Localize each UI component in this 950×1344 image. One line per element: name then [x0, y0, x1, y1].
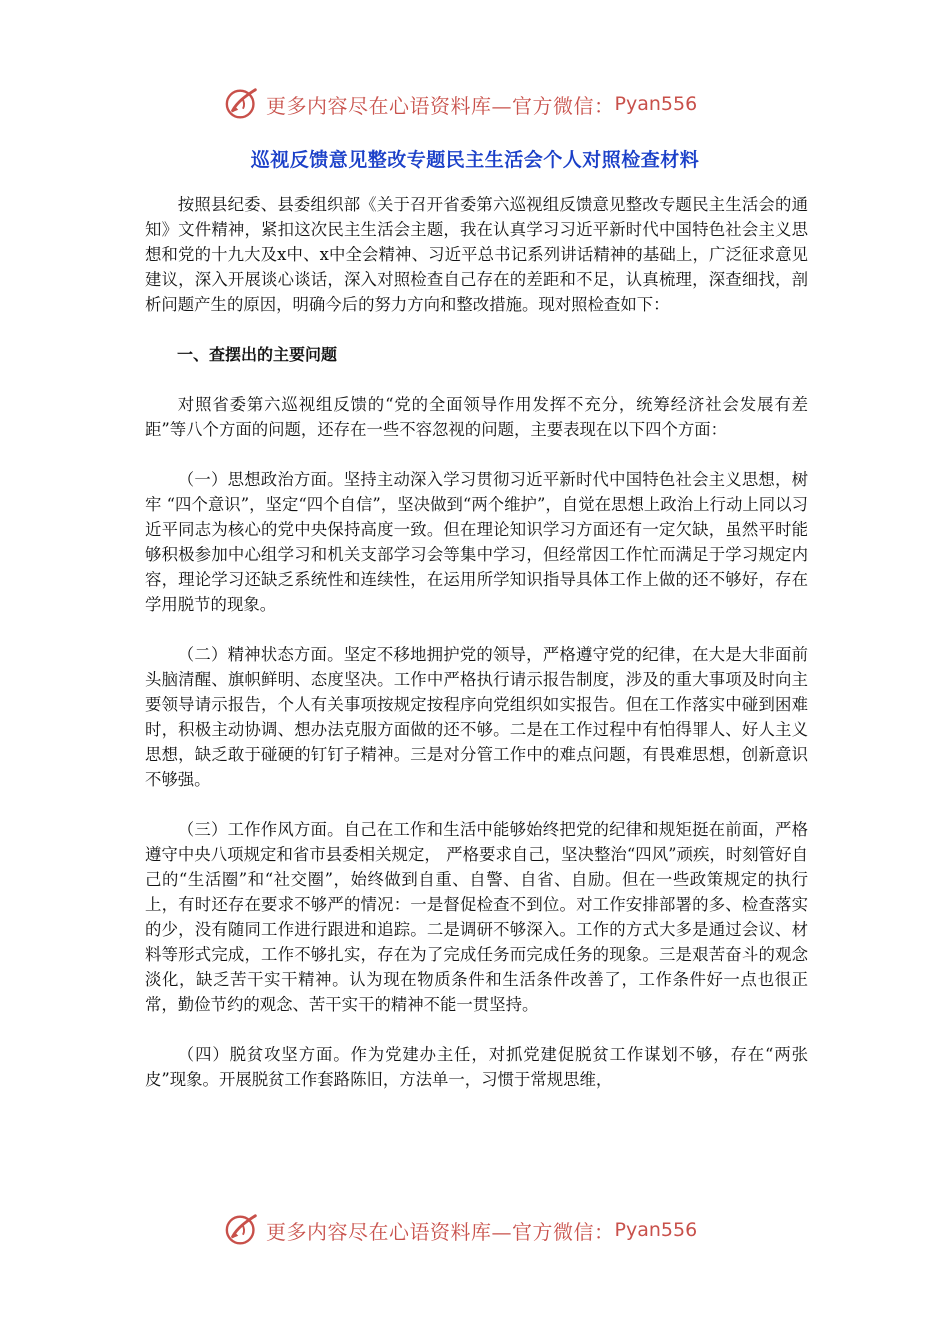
banner-content: [224, 1210, 697, 1250]
footer-watermark-banner: [0, 1210, 950, 1250]
intro-paragraph: 按照县纪委、县委组织部《关于召开省委第六巡视组反馈意见整改专题民主生活会的通知》文件精神，紧扣这次民主生活会主题，我在认真学习习近平新时代中国特色社会主义思想和党的十九大及x中、x中全会精神、习近平总书记系列讲话精神的基础上，广泛征求意见建议，深入开展谈心谈话，深入对照检查自己存在的差距和不足，认真梳理，深查细找，剖析问题产生的原因，明确今后的努力方向和整改措施。现对照检查如下：: [145, 195, 808, 314]
item-paragraph-work-style: （三）工作作风方面。自己在工作和生活中能够始终把党的纪律和规矩挺在前面，严格遵守中央八项规定和省市县委相关规定， 严格要求自己，坚决整治“四风”顽疾，时刻管好自己的“生活圈”和“社交圈”，始终做到自重、自警、自省、自励。但在一些政策规定的执行上，有时还存在要求不够严的情况：一是督促检查不到位。对工作安排部署的多、检查落实的少，没有随同工作进行跟进和追踪。二是调研不够深入。工作的方式大多是通过会议、材料等形式完成，工作不够扎实，存在为了完成任务而完成任务的现象。三是艰苦奋斗的观念淡化，缺乏苦干实干精神。认为现在物质条件和生活条件改善了，工作条件好一点也很正常，勤俭节约的观念、苦干实干的精神不能一贯坚持。: [145, 820, 808, 1014]
paragraph-gap: [145, 792, 808, 817]
header-watermark-banner: [0, 84, 950, 124]
banner-content: [224, 84, 697, 124]
paragraph-gap: [145, 317, 808, 342]
item-paragraph-spirit: （二）精神状态方面。坚定不移地拥护党的领导，严格遵守党的纪律，在大是大非面前头脑清醒、旗帜鲜明、态度坚决。工作中严格执行请示报告制度，涉及的重大事项及时向主要领导请示报告，个人有关事项按规定按程序向党组织如实报告。但在工作落实中碰到困难时，积极主动协调、想办法克服方面做的还不够。二是在工作过程中有怕得罪人、好人主义思想，缺乏敢于碰硬的钉钉子精神。三是对分管工作中的难点问题，有畏难思想，创新意识不够强。: [145, 645, 808, 789]
banner-text: 更多内容尽在心语资料库—官方微信：: [266, 1219, 615, 1244]
document-body: [145, 192, 808, 1092]
paragraph-gap: [145, 442, 808, 467]
banner-wechat-id: Pyan556: [614, 1219, 698, 1241]
banner-wechat-id: Pyan556: [614, 93, 698, 115]
item-paragraph-ideology: （一）思想政治方面。坚持主动深入学习贯彻习近平新时代中国特色社会主义思想，树牢 “四个意识”，坚定“四个自信”，坚决做到“两个维护”，自觉在思想上政治上行动上同以习近平同志为核心的党中央保持高度一致。但在理论知识学习方面还有一定欠缺，虽然平时能够积极参加中心组学习和机关支部学习会等集中学习，但经常因工作忙而满足于学习规定内容，理论学习还缺乏系统性和连续性，在运用所学知识指导具体工作上做的还不够好，存在学用脱节的现象。: [145, 470, 808, 614]
paragraph-gap: [145, 367, 808, 392]
section-heading: 一、查摆出的主要问题: [177, 345, 338, 364]
pen-logo-icon: [224, 85, 262, 123]
item-paragraph-poverty: （四）脱贫攻坚方面。作为党建办主任，对抓党建促脱贫工作谋划不够，存在“两张皮”现象。开展脱贫工作套路陈旧，方法单一，习惯于常规思维，: [145, 1045, 808, 1089]
paragraph-gap: [145, 1017, 808, 1042]
section-intro-paragraph: 对照省委第六巡视组反馈的“党的全面领导作用发挥不充分，统筹经济社会发展有差距”等八个方面的问题，还存在一些不容忽视的问题，主要表现在以下四个方面：: [145, 395, 808, 439]
paragraph-gap: [145, 617, 808, 642]
banner-text: 更多内容尽在心语资料库—官方微信：: [266, 93, 615, 118]
pen-logo-icon: [224, 1211, 262, 1249]
document-title: 巡视反馈意见整改专题民主生活会个人对照检查材料: [250, 149, 700, 171]
